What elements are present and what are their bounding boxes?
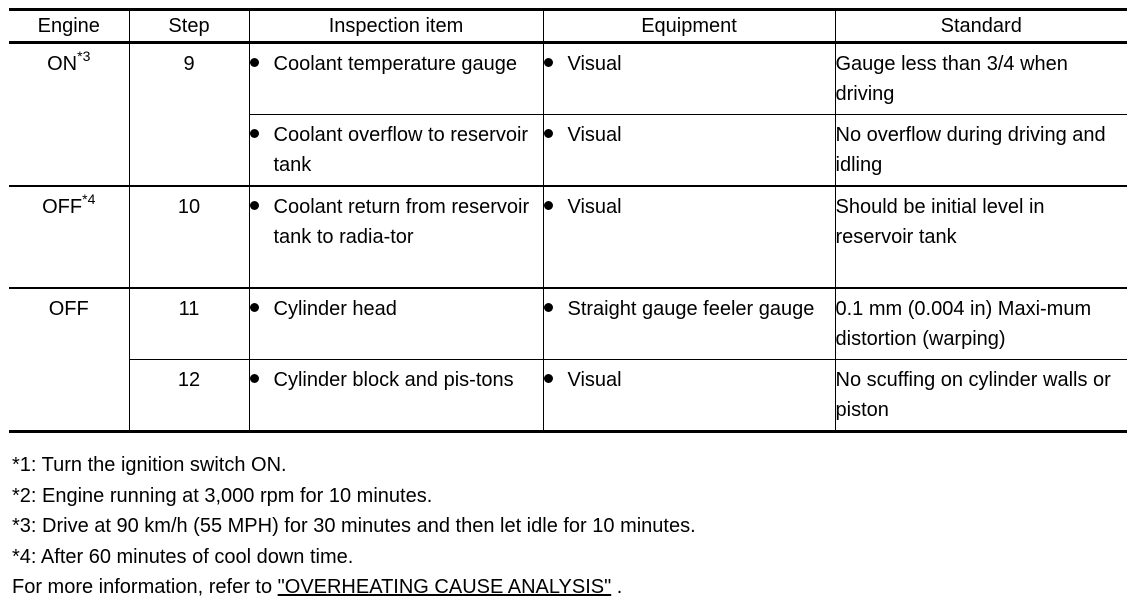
bullet-icon (250, 365, 274, 395)
table-row (9, 360, 1127, 432)
step-cell: 9 (129, 43, 249, 187)
inspection-item: Cylinder block and pis-tons (273, 369, 514, 391)
equipment-cell (543, 360, 835, 432)
engine-cell (9, 186, 129, 288)
equipment-cell (543, 186, 835, 288)
standard-cell: Gauge less than 3/4 when driving (835, 43, 1127, 115)
footnotes (12, 450, 1122, 603)
table-row (9, 43, 1127, 115)
standard-cell: Should be initial level in reservoir tank (835, 186, 1127, 288)
inspection-item: Cylinder head (273, 298, 397, 320)
equipment-text: Visual (567, 196, 622, 218)
equipment-cell (543, 43, 835, 115)
engine-state: OFF (42, 196, 83, 218)
step-cell: 11 (129, 288, 249, 360)
bullet-icon (544, 192, 568, 222)
inspection-item: Coolant temperature gauge (273, 53, 517, 75)
inspection-item-cell (249, 43, 543, 115)
footnote-ref: *4 (82, 191, 96, 208)
table-row (9, 288, 1127, 360)
table-row (9, 186, 1127, 288)
inspection-item: Coolant overflow to reservoir tank (273, 124, 529, 176)
footnote: *2: Engine running at 3,000 rpm for 10 minutes. (12, 484, 433, 507)
engine-cell (9, 43, 129, 187)
footnote: *1: Turn the ignition switch ON. (12, 454, 287, 476)
equipment-cell (543, 115, 835, 187)
inspection-item: Coolant return from reservoir tank to radia-tor (273, 196, 530, 248)
header-step: Step (129, 10, 249, 43)
equipment-text: Visual (567, 124, 622, 146)
footnote-ref: *3 (77, 48, 91, 65)
inspection-item-cell (249, 288, 543, 360)
equipment-text: Visual (567, 53, 622, 75)
more-info-suffix: . (611, 576, 623, 598)
bullet-icon (250, 192, 274, 252)
more-info-line (12, 572, 1122, 603)
inspection-item-cell (249, 186, 543, 288)
step-cell: 12 (129, 360, 249, 432)
bullet-icon (544, 120, 568, 150)
inspection-item-cell (249, 115, 543, 187)
inspection-item-cell (249, 360, 543, 432)
standard-cell: No overflow during driving and idling (835, 115, 1127, 187)
standard-cell: No scuffing on cylinder walls or piston (835, 360, 1127, 432)
bullet-icon (544, 49, 568, 79)
header-engine: Engine (9, 10, 129, 43)
engine-cell: OFF (9, 288, 129, 432)
equipment-text: Straight gauge feeler gauge (567, 298, 815, 320)
header-inspection-item: Inspection item (249, 10, 543, 43)
bullet-icon (544, 294, 568, 324)
equipment-text: Visual (567, 369, 622, 391)
bullet-icon (250, 294, 274, 324)
header-standard: Standard (835, 10, 1127, 43)
bullet-icon (250, 49, 274, 79)
inspection-table (9, 8, 1127, 433)
step-cell: 10 (129, 186, 249, 288)
overheating-analysis-link[interactable]: "OVERHEATING CAUSE ANALYSIS" (277, 576, 612, 598)
standard-cell: 0.1 mm (0.004 in) Maxi-mum distortion (warping) (835, 288, 1127, 360)
engine-state: ON (47, 53, 78, 75)
bullet-icon (544, 365, 568, 395)
more-info-prefix: For more information, refer to (12, 576, 278, 598)
header-row (9, 10, 1127, 43)
bullet-icon (250, 120, 274, 180)
header-equipment: Equipment (543, 10, 835, 43)
equipment-cell (543, 288, 835, 360)
footnote: *3: Drive at 90 km/h (55 MPH) for 30 minutes and then let idle for 10 minutes. (12, 515, 696, 537)
footnote: *4: After 60 minutes of cool down time. (12, 545, 354, 568)
